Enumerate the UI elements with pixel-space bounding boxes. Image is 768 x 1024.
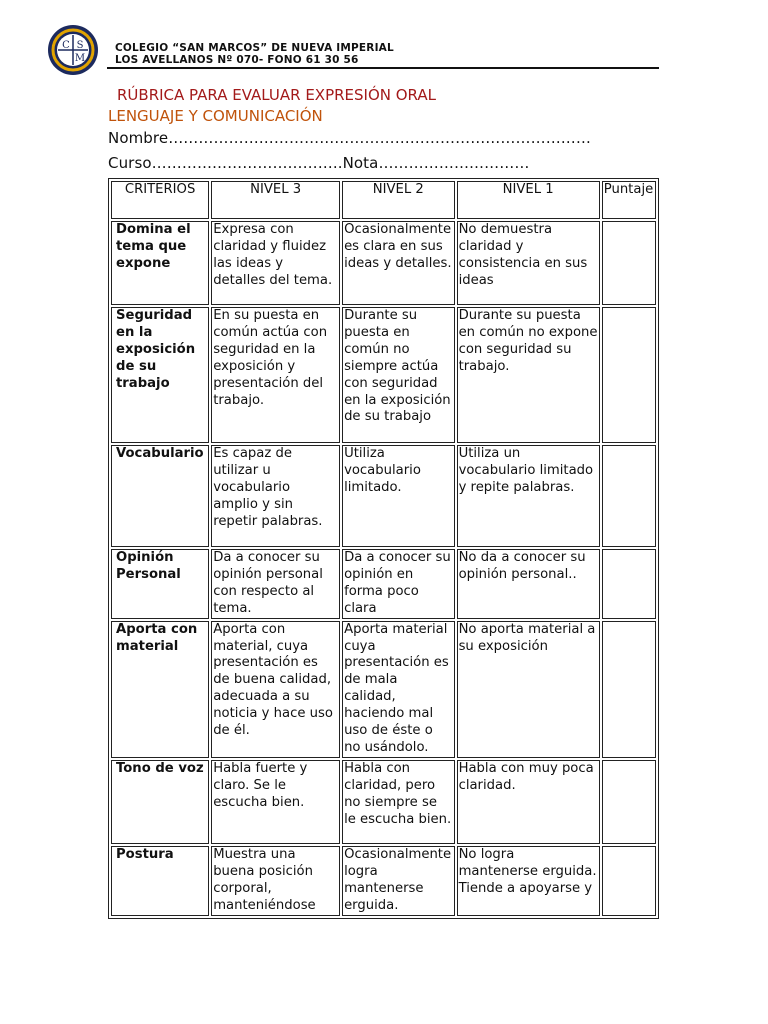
document-title: RÚBRICA PARA EVALUAR EXPRESIÓN ORAL [117, 86, 436, 104]
nivel3-cell: Habla fuerte y claro. Se le escucha bien. [211, 760, 340, 844]
nivel1-cell: No demuestra claridad y consistencia en sus ideas [457, 221, 600, 305]
table-row [111, 221, 656, 305]
criterio-cell: Aporta con material [111, 621, 209, 758]
nivel3-cell: Es capaz de utilizar u vocabulario amplio y sin repetir palabras. [211, 445, 340, 547]
svg-text:S: S [76, 40, 84, 51]
document-subtitle: LENGUAJE Y COMUNICACIÓN [108, 107, 323, 125]
school-logo [47, 24, 99, 76]
school-header [115, 42, 394, 66]
school-name: COLEGIO “SAN MARCOS” DE NUEVA IMPERIAL [115, 42, 394, 54]
criterio-cell: Opinión Personal [111, 549, 209, 619]
table-header-row [111, 181, 656, 219]
nivel2-cell: Durante su puesta en común no siempre actúa con seguridad en la exposición de su trabajo [342, 307, 455, 443]
curso-nota-field: Curso………………………………..Nota………………………… [108, 154, 530, 172]
puntaje-cell[interactable] [602, 846, 656, 916]
puntaje-cell[interactable] [602, 307, 656, 443]
header-nivel-1: NIVEL 1 [457, 181, 600, 219]
puntaje-cell[interactable] [602, 221, 656, 305]
nivel1-cell: No da a conocer su opinión personal.. [457, 549, 600, 619]
nivel2-cell: Utiliza vocabulario limitado. [342, 445, 455, 547]
header-puntaje: Puntaje [602, 181, 656, 219]
table-row [111, 760, 656, 844]
table-row [111, 549, 656, 619]
nivel1-cell: No logra mantenerse erguida. Tiende a apoyarse y [457, 846, 600, 916]
table-row [111, 307, 656, 443]
nivel2-cell: Ocasionalmente logra mantenerse erguida. [342, 846, 455, 916]
rubric-table [108, 178, 659, 919]
nivel3-cell: Muestra una buena posición corporal, manteniéndose [211, 846, 340, 916]
svg-text:C: C [62, 40, 70, 51]
nivel2-cell: Da a conocer su opinión en forma poco clara [342, 549, 455, 619]
nivel1-cell: Durante su puesta en común no expone con seguridad su trabajo. [457, 307, 600, 443]
table-row [111, 445, 656, 547]
table-row [111, 621, 656, 758]
puntaje-cell[interactable] [602, 760, 656, 844]
nivel1-cell: No aporta material a su exposición [457, 621, 600, 758]
nivel3-cell: Da a conocer su opinión personal con respecto al tema. [211, 549, 340, 619]
puntaje-cell[interactable] [602, 549, 656, 619]
nivel1-cell: Utiliza un vocabulario limitado y repite palabras. [457, 445, 600, 547]
puntaje-cell[interactable] [602, 445, 656, 547]
nivel1-cell: Habla con muy poca claridad. [457, 760, 600, 844]
criterio-cell: Seguridad en la exposición de su trabajo [111, 307, 209, 443]
criterio-cell: Postura [111, 846, 209, 916]
criterio-cell: Tono de voz [111, 760, 209, 844]
nivel2-cell: Aporta material cuya presentación es de mala calidad, haciendo mal uso de éste o no usándolo. [342, 621, 455, 758]
header-criterios: CRITERIOS [111, 181, 209, 219]
header-divider [107, 67, 659, 69]
table-row [111, 846, 656, 916]
criterio-cell: Domina el tema que expone [111, 221, 209, 305]
nombre-field: Nombre………………………………………………………………………… [108, 129, 591, 147]
header-nivel-2: NIVEL 2 [342, 181, 455, 219]
svg-text:M: M [74, 53, 86, 64]
nivel3-cell: Expresa con claridad y fluidez las ideas y detalles del tema. [211, 221, 340, 305]
nivel2-cell: Habla con claridad, pero no siempre se le escucha bien. [342, 760, 455, 844]
criterio-cell: Vocabulario [111, 445, 209, 547]
school-address: LOS AVELLANOS Nº 070- FONO 61 30 56 [115, 54, 359, 66]
nivel2-cell: Ocasionalmente es clara en sus ideas y detalles. [342, 221, 455, 305]
puntaje-cell[interactable] [602, 621, 656, 758]
nivel3-cell: En su puesta en común actúa con seguridad en la exposición y presentación del trabajo. [211, 307, 340, 443]
header-nivel-3: NIVEL 3 [211, 181, 340, 219]
nivel3-cell: Aporta con material, cuya presentación es de buena calidad, adecuada a su noticia y hace uso de él. [211, 621, 340, 758]
